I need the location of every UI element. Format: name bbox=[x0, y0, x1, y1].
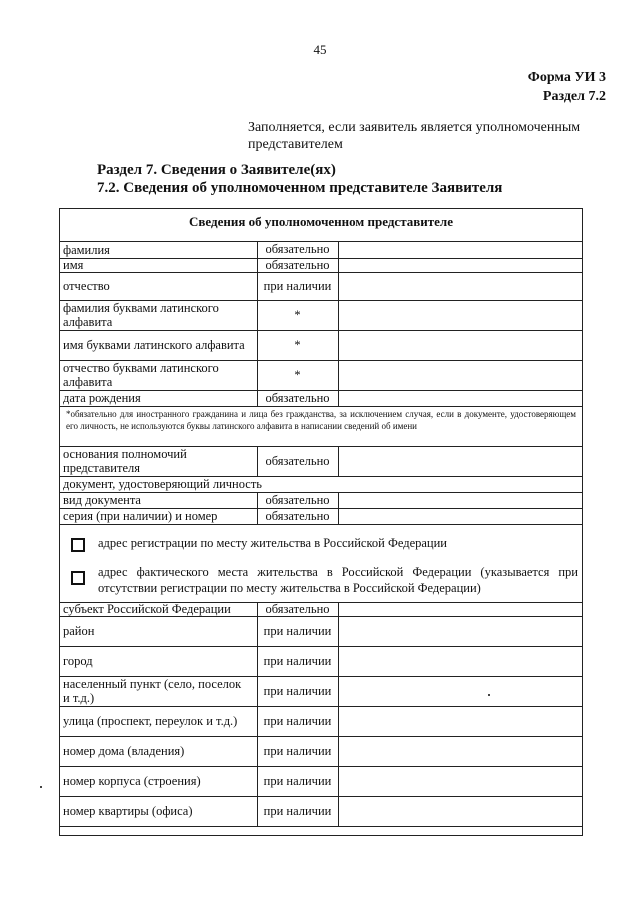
field-requirement: при наличии bbox=[263, 773, 332, 788]
field-requirement: обязательно bbox=[265, 257, 330, 272]
field-requirement: при наличии bbox=[263, 743, 332, 758]
address-option-registration: адрес регистрации по месту жительства в Российской Федерации bbox=[98, 536, 447, 550]
value-input bbox=[340, 301, 580, 329]
value-input bbox=[340, 493, 580, 507]
identity-doc-heading: документ, удостоверяющий личность bbox=[63, 477, 263, 491]
field-requirement: * bbox=[294, 367, 301, 382]
field-label-d6: номер корпуса (строения) bbox=[63, 774, 201, 788]
column-divider bbox=[338, 492, 339, 524]
value-input bbox=[340, 677, 580, 705]
field-requirement: при наличии bbox=[263, 713, 332, 728]
field-label-c0: вид документа bbox=[63, 493, 141, 507]
field-label-a3: фамилия буквами латинского алфавита bbox=[63, 301, 219, 329]
latin-footnote: *обязательно для иностранного гражданина и лица без гражданства, за исключением случая, если в документе, удостоверяющем его личность, не используются буквы латинского алфавита в написании сведений об имени bbox=[66, 409, 576, 431]
representative-info-table bbox=[59, 208, 583, 836]
field-label-c1: серия (при наличии) и номер bbox=[63, 509, 218, 523]
column-divider bbox=[257, 492, 258, 524]
fill-note: Заполняется, если заявитель является уполномоченным представителем bbox=[248, 120, 581, 152]
field-requirement: * bbox=[294, 307, 301, 322]
field-requirement: обязательно bbox=[265, 390, 330, 405]
field-requirement: при наличии bbox=[263, 803, 332, 818]
value-input bbox=[340, 617, 580, 645]
section-heading: Раздел 7. Сведения о Заявителе(ях) bbox=[97, 162, 336, 178]
field-requirement: при наличии bbox=[263, 623, 332, 638]
field-label-d5: номер дома (владения) bbox=[63, 744, 185, 758]
value-input bbox=[340, 447, 580, 475]
subsection-heading: 7.2. Сведения об уполномоченном представителе Заявителя bbox=[97, 180, 503, 196]
form-section: Раздел 7.2 bbox=[542, 89, 606, 104]
page-number: 45 bbox=[313, 42, 327, 57]
column-divider bbox=[257, 602, 258, 826]
value-input bbox=[340, 259, 580, 271]
column-divider bbox=[257, 446, 258, 476]
field-label-d0: субъект Российской Федерации bbox=[63, 602, 231, 616]
value-input bbox=[340, 509, 580, 523]
scan-speck bbox=[488, 694, 490, 696]
field-label-d4: улица (проспект, переулок и т.д.) bbox=[63, 714, 238, 728]
value-input bbox=[340, 603, 580, 615]
row-divider bbox=[60, 406, 582, 407]
field-label-a5: отчество буквами латинского алфавита bbox=[63, 361, 219, 389]
field-requirement: обязательно bbox=[265, 453, 330, 468]
column-divider bbox=[338, 446, 339, 476]
field-label-a4: имя буквами латинского алфавита bbox=[63, 338, 245, 352]
value-input bbox=[340, 331, 580, 359]
field-label-a2: отчество bbox=[63, 279, 110, 293]
table-title: Сведения об уполномоченном представителе bbox=[189, 214, 453, 229]
value-input bbox=[340, 273, 580, 299]
field-label-a0: фамилия bbox=[63, 242, 110, 257]
field-requirement: обязательно bbox=[265, 242, 330, 256]
column-divider bbox=[338, 241, 339, 406]
field-requirement: * bbox=[294, 337, 301, 352]
checkbox-icon bbox=[71, 538, 85, 552]
value-input bbox=[340, 242, 580, 257]
column-divider bbox=[257, 241, 258, 406]
field-label-b0: основания полномочий представителя bbox=[63, 447, 187, 475]
field-label-d1: район bbox=[63, 624, 95, 638]
field-requirement: при наличии bbox=[263, 683, 332, 698]
field-label-a6: дата рождения bbox=[63, 391, 141, 405]
row-divider bbox=[60, 826, 582, 827]
value-input bbox=[340, 361, 580, 389]
value-input bbox=[340, 647, 580, 675]
value-input bbox=[340, 797, 580, 825]
value-input bbox=[340, 767, 580, 795]
column-divider bbox=[338, 602, 339, 826]
field-requirement: при наличии bbox=[263, 278, 332, 293]
row-divider bbox=[60, 524, 582, 525]
field-label-d7: номер квартиры (офиса) bbox=[63, 804, 193, 818]
value-input bbox=[340, 737, 580, 765]
field-label-a1: имя bbox=[63, 258, 84, 272]
field-label-d2: город bbox=[63, 654, 93, 668]
field-label-d3: населенный пункт (село, поселок и т.д.) bbox=[63, 677, 242, 705]
field-requirement: обязательно bbox=[265, 601, 330, 616]
field-requirement: при наличии bbox=[263, 653, 332, 668]
field-requirement: обязательно bbox=[265, 492, 330, 507]
form-title: Форма УИ 3 bbox=[527, 70, 606, 85]
address-option-actual: адрес фактического места жительства в Российской Федерации (указывается при отсутствии регистрации по месту жительства в Российской Федерации) bbox=[98, 565, 578, 595]
value-input bbox=[340, 707, 580, 735]
checkbox-icon bbox=[71, 571, 85, 585]
field-requirement: обязательно bbox=[265, 508, 330, 523]
value-input bbox=[340, 391, 580, 405]
scan-speck bbox=[40, 786, 42, 788]
